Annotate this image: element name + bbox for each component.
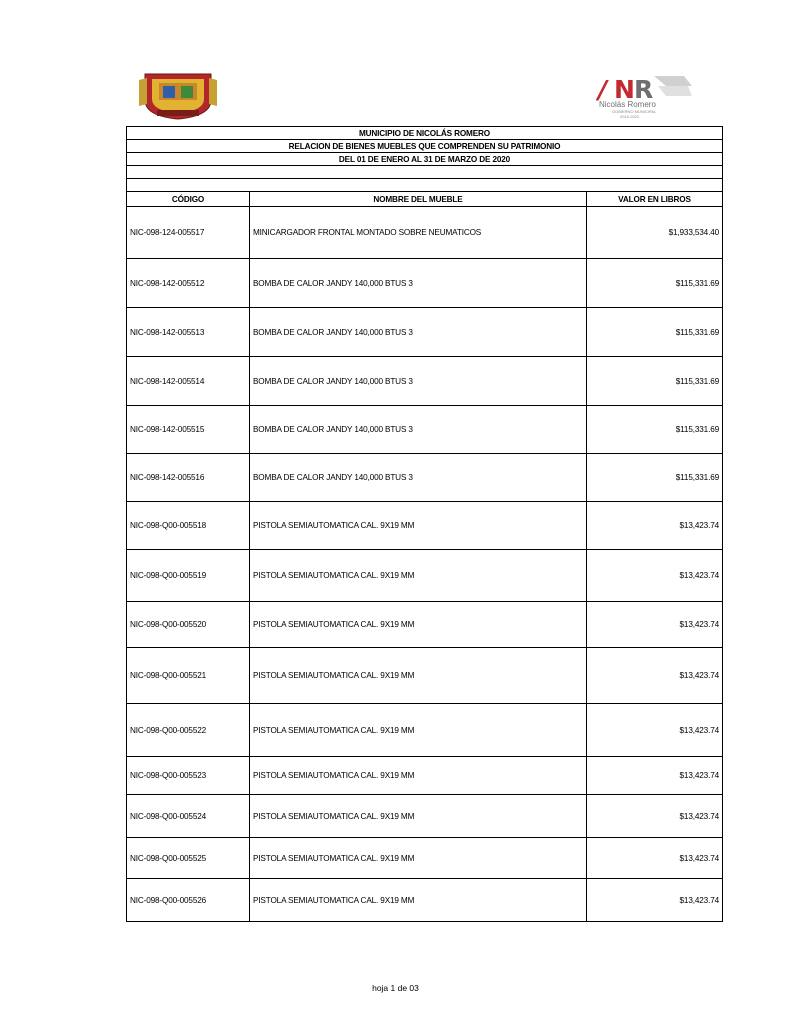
table-row (127, 550, 723, 602)
table-row (127, 308, 723, 357)
header-report-title: RELACION DE BIENES MUEBLES QUE COMPRENDEN SU PATRIMONIO (127, 140, 723, 153)
cell-value: $13,423.74 (587, 602, 723, 648)
cell-code: NIC-098-Q00-005522 (127, 704, 250, 757)
svg-text:Nicolás Romero: Nicolás Romero (599, 100, 656, 109)
svg-text:/: / (598, 75, 608, 104)
cell-code: NIC-098-Q00-005521 (127, 648, 250, 704)
cell-value: $115,331.69 (587, 454, 723, 502)
page-number: hoja 1 de 03 (372, 983, 419, 993)
cell-name: PISTOLA SEMIAUTOMATICA CAL. 9X19 MM (250, 704, 587, 757)
cell-value: $13,423.74 (587, 838, 723, 879)
table-row (127, 879, 723, 922)
table-row (127, 357, 723, 406)
blank-row (127, 179, 723, 192)
svg-text:2019-2021: 2019-2021 (620, 114, 640, 119)
cell-value: $13,423.74 (587, 879, 723, 922)
table-row (127, 648, 723, 704)
cell-name: MINICARGADOR FRONTAL MONTADO SOBRE NEUMATICOS (250, 207, 587, 259)
cell-name: BOMBA DE CALOR JANDY 140,000 BTUS 3 (250, 454, 587, 502)
cell-code: NIC-098-142-005515 (127, 406, 250, 454)
cell-value: $13,423.74 (587, 502, 723, 550)
cell-code: NIC-098-124-005517 (127, 207, 250, 259)
cell-value: $13,423.74 (587, 704, 723, 757)
cell-name: BOMBA DE CALOR JANDY 140,000 BTUS 3 (250, 259, 587, 308)
cell-name: PISTOLA SEMIAUTOMATICA CAL. 9X19 MM (250, 648, 587, 704)
table-row (127, 502, 723, 550)
cell-name: BOMBA DE CALOR JANDY 140,000 BTUS 3 (250, 406, 587, 454)
cell-name: BOMBA DE CALOR JANDY 140,000 BTUS 3 (250, 357, 587, 406)
table-row (127, 795, 723, 838)
cell-value: $13,423.74 (587, 757, 723, 795)
header-municipality: MUNICIPIO DE NICOLÁS ROMERO (127, 127, 723, 140)
cell-code: NIC-098-142-005516 (127, 454, 250, 502)
cell-code: NIC-098-142-005514 (127, 357, 250, 406)
cell-value: $115,331.69 (587, 357, 723, 406)
column-header-code: CÓDIGO (127, 192, 250, 207)
table-row (127, 406, 723, 454)
cell-code: NIC-098-Q00-005525 (127, 838, 250, 879)
cell-name: PISTOLA SEMIAUTOMATICA CAL. 9X19 MM (250, 795, 587, 838)
svg-text:N: N (614, 75, 635, 104)
table-row (127, 602, 723, 648)
blank-row (127, 166, 723, 179)
cell-value: $13,423.74 (587, 550, 723, 602)
cell-value: $13,423.74 (587, 648, 723, 704)
cell-value: $1,933,534.40 (587, 207, 723, 259)
table-row (127, 207, 723, 259)
cell-code: NIC-098-Q00-005523 (127, 757, 250, 795)
cell-name: PISTOLA SEMIAUTOMATICA CAL. 9X19 MM (250, 879, 587, 922)
header-period: DEL 01 DE ENERO AL 31 DE MARZO DE 2020 (127, 153, 723, 166)
cell-code: NIC-098-142-005512 (127, 259, 250, 308)
cell-code: NIC-098-Q00-005526 (127, 879, 250, 922)
cell-name: PISTOLA SEMIAUTOMATICA CAL. 9X19 MM (250, 838, 587, 879)
cell-code: NIC-098-Q00-005518 (127, 502, 250, 550)
cell-code: NIC-098-Q00-005524 (127, 795, 250, 838)
cell-code: NIC-098-Q00-005520 (127, 602, 250, 648)
municipal-crest-logo (137, 70, 219, 120)
cell-name: PISTOLA SEMIAUTOMATICA CAL. 9X19 MM (250, 550, 587, 602)
table-row (127, 838, 723, 879)
cell-name: PISTOLA SEMIAUTOMATICA CAL. 9X19 MM (250, 602, 587, 648)
cell-code: NIC-098-142-005513 (127, 308, 250, 357)
inventory-table (126, 126, 723, 922)
column-header-name: NOMBRE DEL MUEBLE (250, 192, 587, 207)
cell-value: $115,331.69 (587, 406, 723, 454)
cell-name: BOMBA DE CALOR JANDY 140,000 BTUS 3 (250, 308, 587, 357)
svg-text:R: R (634, 75, 654, 104)
nicolas-romero-logo (596, 72, 692, 122)
column-header-value: VALOR EN LIBROS (587, 192, 723, 207)
table-row (127, 259, 723, 308)
table-row (127, 757, 723, 795)
cell-name: PISTOLA SEMIAUTOMATICA CAL. 9X19 MM (250, 757, 587, 795)
table-row (127, 704, 723, 757)
cell-value: $13,423.74 (587, 795, 723, 838)
table-row (127, 454, 723, 502)
cell-name: PISTOLA SEMIAUTOMATICA CAL. 9X19 MM (250, 502, 587, 550)
svg-text:GOBIERNO MUNICIPAL: GOBIERNO MUNICIPAL (612, 109, 657, 114)
cell-value: $115,331.69 (587, 308, 723, 357)
cell-value: $115,331.69 (587, 259, 723, 308)
cell-code: NIC-098-Q00-005519 (127, 550, 250, 602)
